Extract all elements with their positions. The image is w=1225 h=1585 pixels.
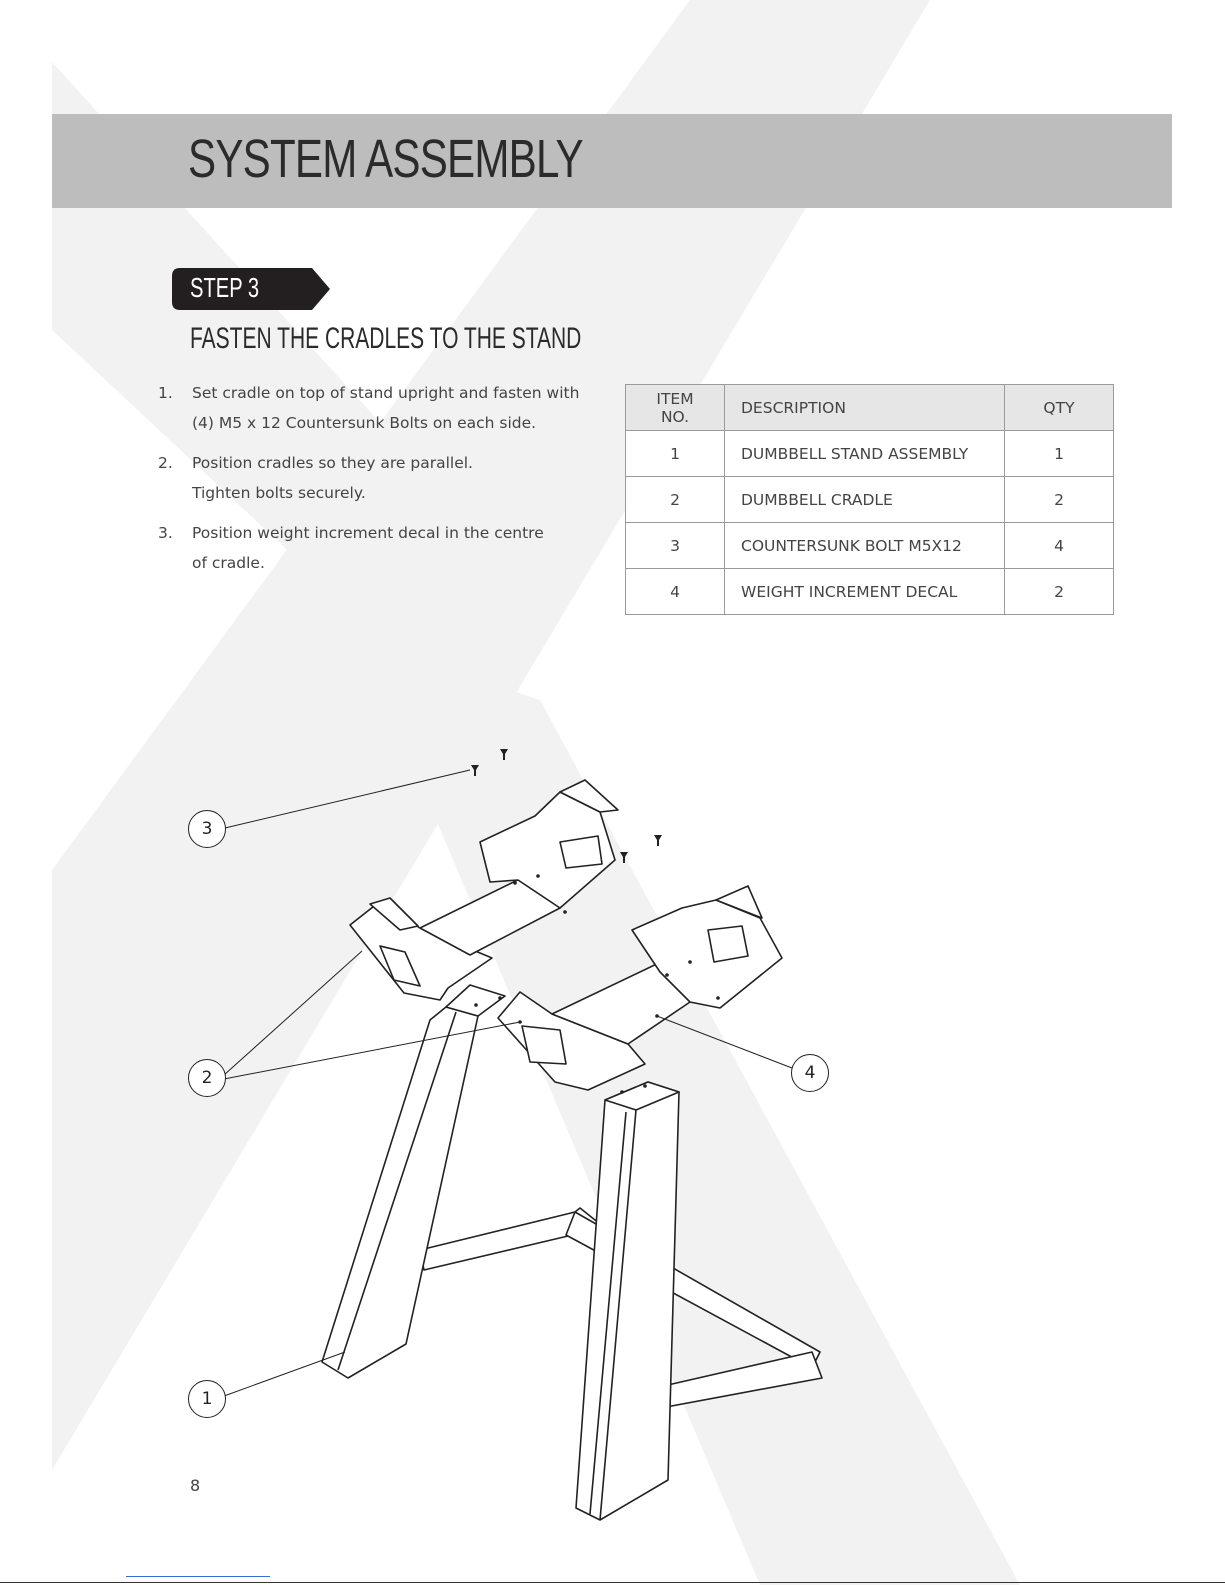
cell-qty: 1	[1005, 431, 1114, 477]
instruction-text-line2: of cradle.	[192, 554, 265, 572]
stand-right-leg	[576, 1082, 679, 1520]
stand-left-leg	[322, 985, 505, 1378]
callout-1: 1	[188, 1380, 226, 1418]
instruction-text: Position cradles so they are parallel.	[192, 454, 473, 472]
cell-item-no: 4	[626, 569, 725, 615]
page-title: SYSTEM ASSEMBLY	[188, 129, 583, 189]
instruction-text: Set cradle on top of stand upright and fasten with	[192, 384, 580, 402]
cell-qty: 2	[1005, 569, 1114, 615]
callout-4: 4	[791, 1054, 829, 1092]
instruction-number: 1.	[158, 384, 173, 402]
cradle-rear	[350, 780, 618, 1000]
instruction-text-line2: Tighten bolts securely.	[192, 484, 366, 502]
header-item-no: ITEM NO.	[626, 385, 725, 431]
step-heading: FASTEN THE CRADLES TO THE STAND	[190, 322, 582, 355]
header-qty: QTY	[1005, 385, 1114, 431]
instruction-number: 2.	[158, 454, 173, 472]
cell-item-no: 3	[626, 523, 725, 569]
page-number: 8	[190, 1476, 201, 1495]
instruction-number: 3.	[158, 524, 173, 542]
instruction-text: Position weight increment decal in the centre	[192, 524, 544, 542]
cell-description: DUMBBELL STAND ASSEMBLY	[725, 431, 1005, 477]
cell-qty: 2	[1005, 477, 1114, 523]
header-description: DESCRIPTION	[725, 385, 1005, 431]
step-label: STEP 3	[190, 272, 260, 303]
cell-item-no: 1	[626, 431, 725, 477]
footer-link-underline[interactable]	[126, 1576, 270, 1577]
cell-item-no: 2	[626, 477, 725, 523]
cell-qty: 4	[1005, 523, 1114, 569]
cell-description: DUMBBELL CRADLE	[725, 477, 1005, 523]
cell-description: COUNTERSUNK BOLT M5X12	[725, 523, 1005, 569]
callout-2: 2	[188, 1059, 226, 1097]
callout-3: 3	[188, 810, 226, 848]
cell-description: WEIGHT INCREMENT DECAL	[725, 569, 1005, 615]
instruction-text-line2: (4) M5 x 12 Countersunk Bolts on each side.	[192, 414, 537, 432]
